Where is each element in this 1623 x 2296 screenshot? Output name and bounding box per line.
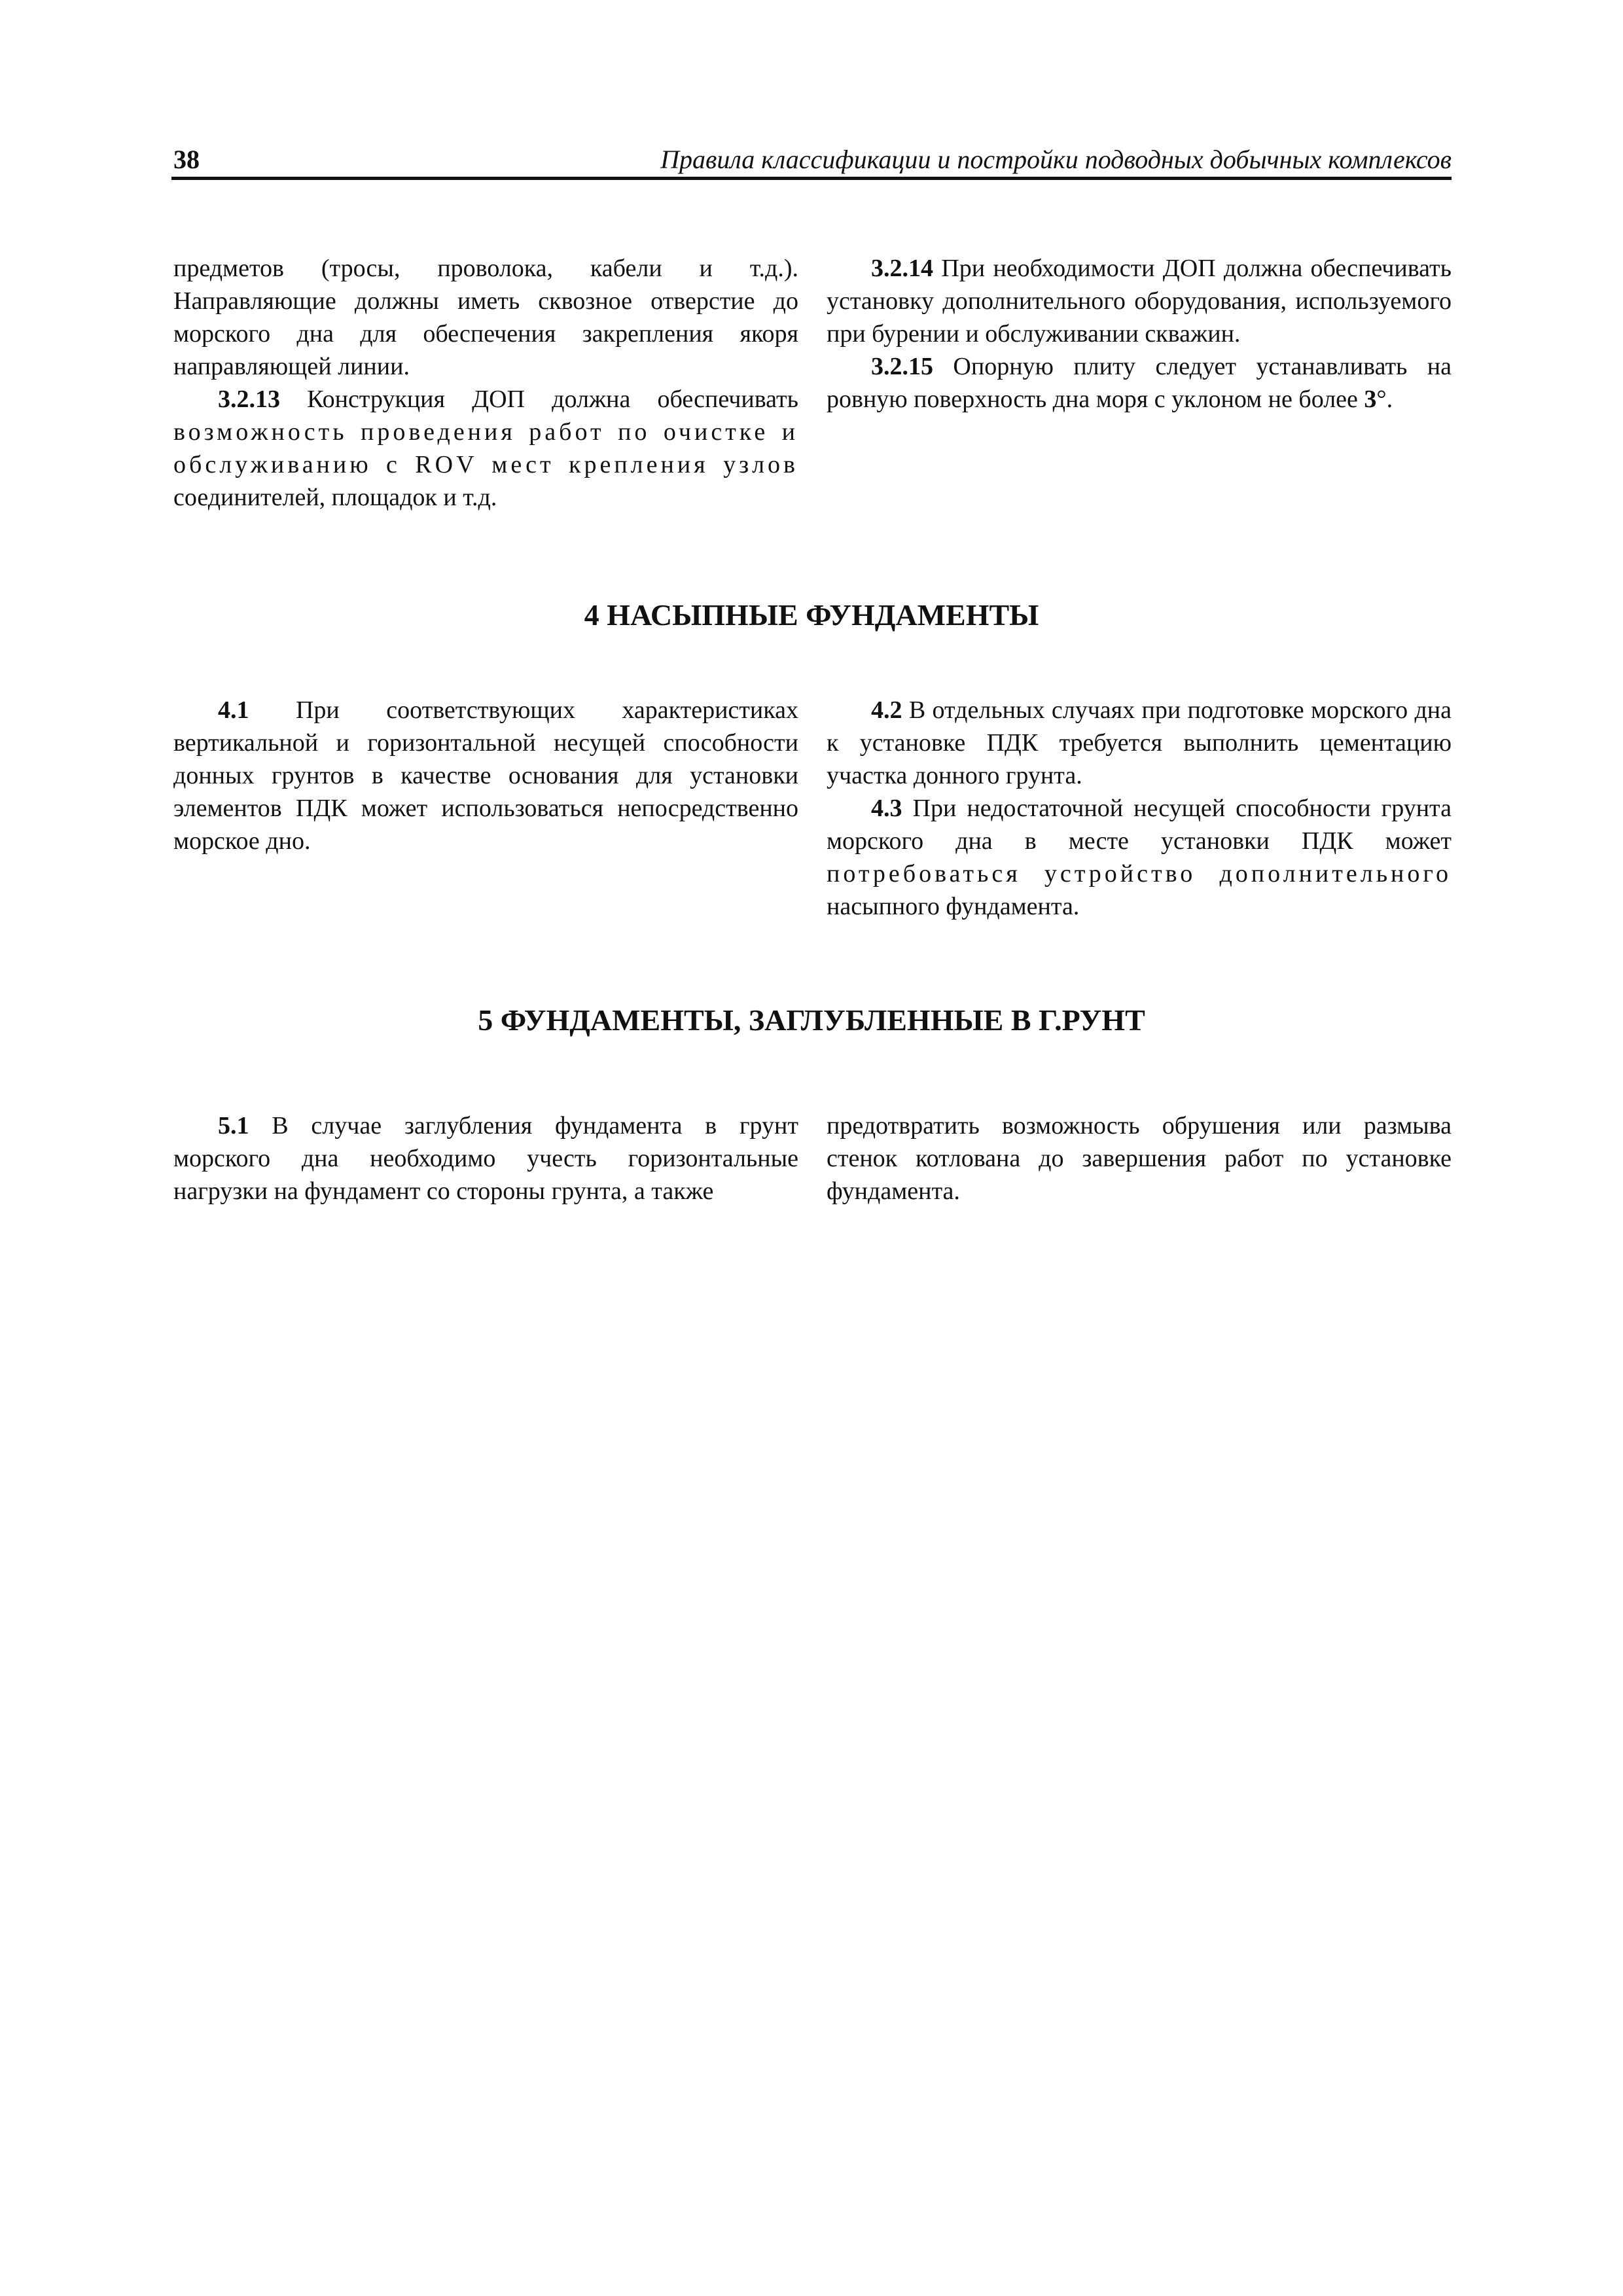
paragraph-text-end: насыпного фундамента. <box>827 893 1080 920</box>
clause-number: 3.2.14 <box>871 255 933 282</box>
section-5-heading: 5 ФУНДАМЕНТЫ, ЗАГЛУБЛЕННЫЕ В Г.РУНТ <box>478 1003 1145 1037</box>
paragraph-4-3 <box>827 792 1452 923</box>
paragraph-4-2 <box>827 694 1452 792</box>
paragraph-text: При необходимости ДОП должна обеспечивать установку дополнительного оборудования, используемого при бурении и обслуживании скважин. <box>827 255 1452 348</box>
paragraph-3-2-14 <box>827 252 1452 350</box>
paragraph-4-1 <box>173 694 798 857</box>
paragraph-3-2-13 <box>173 383 798 514</box>
running-title: Правила классификации и постройки подводных добычных комплексов <box>660 145 1452 174</box>
continuation-rest: Направляющие должны иметь сквозное отверстие до морского дна для обеспечения закрепления якоря направляющей линии. <box>173 287 798 380</box>
paragraph-text: В отдельных случаях при подготовке морского дна к установке ПДК требуется выполнить цементацию участка донного грунта. <box>827 696 1452 789</box>
header-rule <box>171 177 1452 180</box>
paragraph-text: При недостаточной несущей способности грунта морского дна в месте установки ПДК может <box>827 795 1452 855</box>
paragraph-5-1 <box>173 1109 798 1208</box>
clause-number: 5.1 <box>218 1112 249 1139</box>
slope-unit: °. <box>1376 386 1393 413</box>
paragraph-text-end: соединителей, площадок и т.д. <box>173 484 497 511</box>
paragraph-text: Конструкция ДОП должна обеспечивать <box>280 386 798 413</box>
paragraph-text-spaced: возможность проведения работ по очистке и обслуживанию с ROV мест крепления узлов <box>173 418 798 478</box>
slope-value: 3 <box>1364 386 1377 413</box>
clause-number: 4.1 <box>218 696 249 724</box>
clause-number: 3.2.15 <box>871 353 933 380</box>
clause-number: 3.2.13 <box>218 386 280 413</box>
paragraph-text: Опорную плиту следует устанавливать на ровную поверхность дна моря с уклоном не более <box>827 353 1452 413</box>
paragraph-continuation: предотвратить возможность обрушения или размыва стенок котлована до завершения работ по установке фундамента. <box>827 1112 1452 1205</box>
page-number: 38 <box>173 145 200 174</box>
section5-left-column <box>173 1109 798 1208</box>
continuation-line-1: предметов (тросы, проволока, кабели и т.д.). <box>173 255 798 282</box>
section4-left-column <box>173 694 798 857</box>
block1-left-column <box>173 252 798 514</box>
clause-number: 4.2 <box>871 696 902 724</box>
paragraph-text: При соответствующих характеристиках вертикальной и горизонтальной несущей способности донных грунтов в качестве основания для установки элементов ПДК может использоваться непосредственно морское дно. <box>173 696 798 855</box>
clause-number: 4.3 <box>871 795 902 822</box>
paragraph-3-2-15 <box>827 350 1452 416</box>
block1-right-column <box>827 252 1452 416</box>
section5-right-column <box>827 1109 1452 1208</box>
section-4-heading: 4 НАСЫПНЫЕ ФУНДАМЕНТЫ <box>584 598 1039 632</box>
paragraph-continuation <box>173 252 798 383</box>
paragraph-text: В случае заглубления фундамента в грунт морского дна необходимо учесть горизонтальные нагрузки на фундамент со стороны грунта, а также <box>173 1112 798 1205</box>
paragraph-text-spaced: потребоваться устройство дополнительного <box>827 860 1452 888</box>
section4-right-column <box>827 694 1452 923</box>
